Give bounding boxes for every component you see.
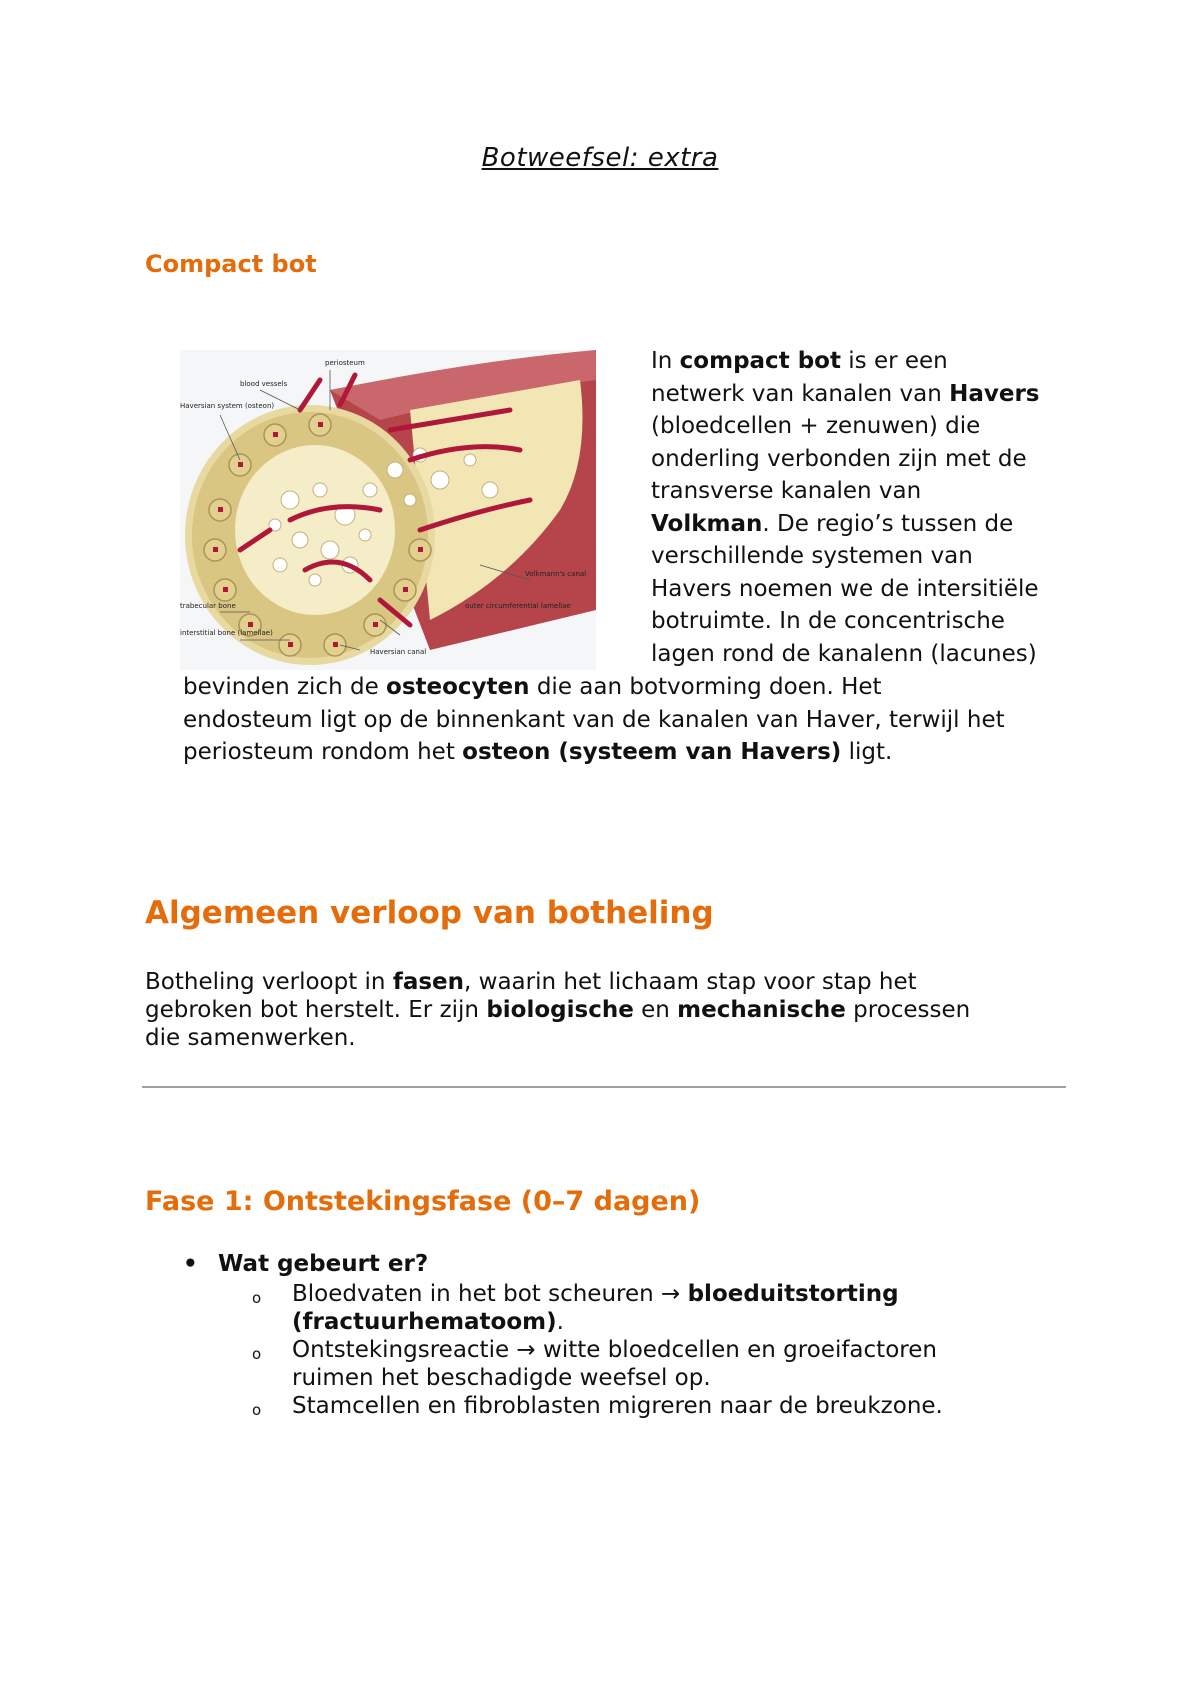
bold-term: Havers	[949, 380, 1040, 407]
text-line: bevinden zich de osteocyten die aan botvorming doen. Het	[183, 674, 882, 700]
bold-term: Volkman	[651, 510, 763, 537]
heading-fase-1: Fase 1: Ontstekingsfase (0–7 dagen)	[145, 1186, 701, 1217]
compact-bone-illustration	[180, 350, 596, 670]
fig-label: periosteum	[325, 359, 365, 367]
bold-term: compact bot	[679, 348, 841, 374]
text-line: In compact bot is er een	[651, 348, 948, 374]
text-line: Volkman. De regio’s tussen de	[651, 510, 1014, 537]
bold-term: osteon (systeem van Havers)	[462, 739, 842, 765]
text-line: die samenwerken.	[145, 1025, 356, 1051]
text-line: endosteum ligt op de binnenkant van de kanalen van Haver, terwijl het	[183, 706, 1005, 733]
text-line: lagen rond de kanalenn (lacunes)	[651, 640, 1037, 667]
bold-term: (fractuurhematoom)	[292, 1309, 557, 1335]
text-line: gebroken bot herstelt. Er zijn biologische en mechanische processen	[145, 997, 971, 1023]
text-line: botruimte. In de concentrische	[651, 608, 1005, 634]
compact-bot-paragraph-wide	[183, 671, 1103, 769]
fig-label: Haversian canal	[370, 648, 427, 656]
compact-bot-paragraph-column	[651, 345, 1081, 670]
bold-term: bloeduitstorting	[687, 1281, 899, 1307]
fig-label: Volkmann's canal	[525, 570, 587, 578]
text-line: verschillende systemen van	[651, 543, 973, 569]
text-line: Ontstekingsreactie → witte bloedcellen en groeifactoren	[292, 1337, 937, 1363]
text-line: Stamcellen en fibroblasten migreren naar de breukzone.	[292, 1393, 943, 1419]
text-line: ruimen het beschadigde weefsel op.	[292, 1365, 711, 1391]
bold-term: mechanische	[677, 997, 846, 1023]
horizontal-rule	[142, 1086, 1066, 1088]
text-line: Botheling verloopt in fasen, waarin het lichaam stap voor stap het	[145, 969, 917, 995]
fig-label: blood vessels	[240, 380, 288, 388]
sub-item-text	[292, 1280, 1052, 1336]
fig-label: outer circumferential lamellae	[465, 602, 571, 610]
text-line: transverse kanalen van	[651, 478, 922, 504]
hollow-circle-icon: o	[252, 1289, 262, 1307]
bold-term: fasen	[392, 969, 465, 995]
page-title: Botweefsel: extra	[481, 143, 719, 173]
botheling-paragraph	[145, 968, 1075, 1052]
hollow-circle-icon: o	[252, 1345, 262, 1363]
bullet-dot-icon: •	[183, 1251, 198, 1277]
heading-algemeen-verloop: Algemeen verloop van botheling	[145, 895, 714, 931]
bone-diagram-svg	[180, 350, 596, 670]
text-line: onderling verbonden zijn met de	[651, 445, 1027, 472]
text-line: netwerk van kanalen van Havers	[651, 380, 1040, 407]
fig-label: trabecular bone	[180, 602, 236, 610]
text-line: Havers noemen we de intersitiële	[651, 575, 1039, 602]
sub-item-text	[292, 1392, 1052, 1420]
text-line: Bloedvaten in het bot scheuren → bloeduitstorting	[292, 1281, 899, 1307]
bold-term: osteocyten	[386, 674, 530, 700]
text-line: (fractuurhematoom).	[292, 1309, 564, 1335]
hollow-circle-icon: o	[252, 1401, 262, 1419]
text-line: periosteum rondom het osteon (systeem van Havers) ligt.	[183, 739, 893, 765]
sub-item-text	[292, 1336, 1052, 1392]
bullet-label: Wat gebeurt er?	[218, 1251, 429, 1277]
fig-label: Haversian system (osteon)	[180, 402, 275, 410]
fig-label: interstitial bone (lamellae)	[180, 629, 273, 637]
heading-compact-bot: Compact bot	[145, 250, 317, 278]
bold-term: biologische	[486, 997, 634, 1023]
text-line: (bloedcellen + zenuwen) die	[651, 413, 981, 439]
